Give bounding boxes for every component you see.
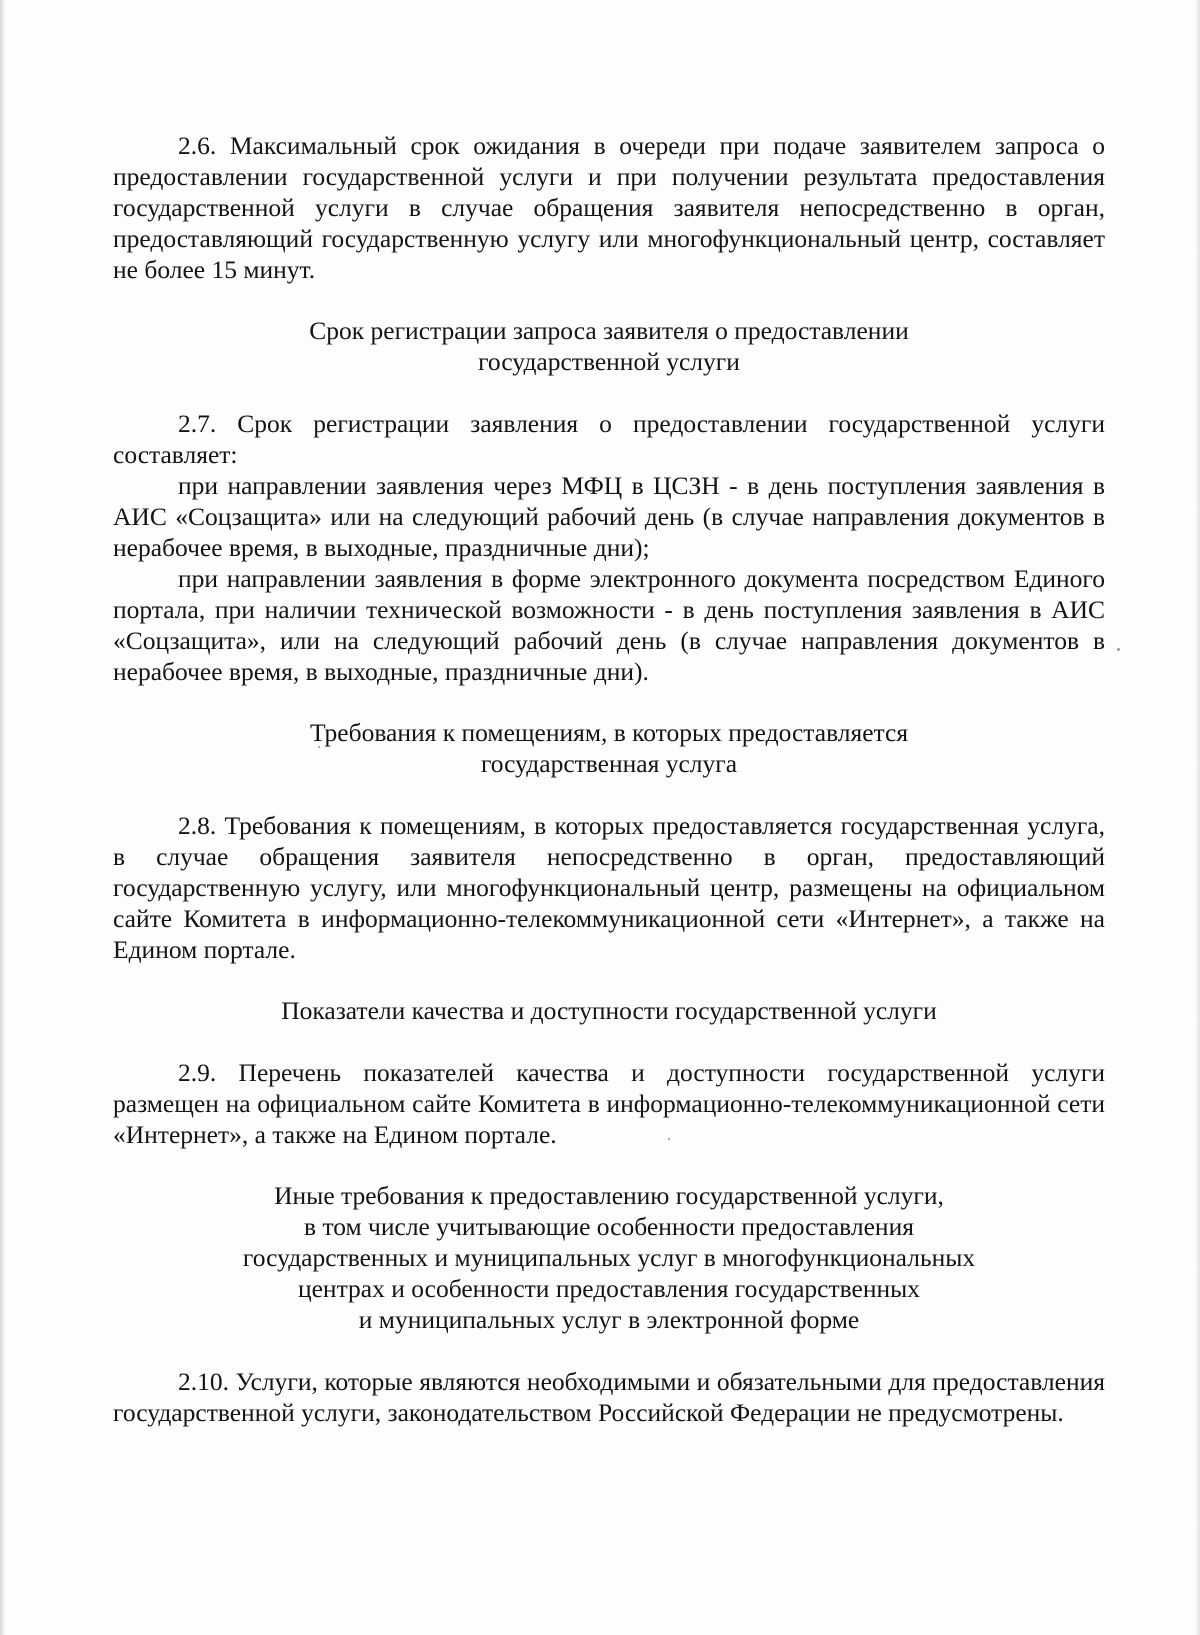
scan-speck xyxy=(1117,648,1120,651)
document-body xyxy=(113,130,1105,1428)
scan-shadow-left xyxy=(0,0,6,1635)
paragraph-2-6: 2.6. Максимальный срок ожидания в очереди при подаче заявителем запроса о предоставлении государственной услуги и при получении результата предоставления государственной услуги в случае обращения заявителя непосредственно в орган, предоставляющий государственную услугу или многофункциональный центр, составляет не более 15 минут. xyxy=(113,131,1105,284)
heading-line: Срок регистрации запроса заявителя о предоставлении xyxy=(309,316,909,345)
heading-line: центрах и особенности предоставления государственных xyxy=(297,1274,921,1303)
paragraph-2-7-mfc: при направлении заявления через МФЦ в ЦСЗН - в день поступления заявления в АИС «Соцзащита» или на следующий рабочий день (в случае направления документов в нерабочее время, в выходные, праздничные дни); xyxy=(113,471,1105,562)
heading-line: государственная услуга xyxy=(480,749,738,778)
paragraph-2-7-portal: при направлении заявления в форме электронного документа посредством Единого портала, при наличии технической возможности - в день поступления заявления в АИС «Соцзащита», или на следующий рабочий день (в случае направления документов в нерабочее время, в выходные, праздничные дни). xyxy=(113,564,1105,686)
heading-line: государственных и муниципальных услуг в многофункциональных xyxy=(242,1243,976,1272)
paragraph-2-9: 2.9. Перечень показателей качества и доступности государственной услуги размещен на официальном сайте Комитета в информационно-телекоммуникационной сети «Интернет», а также на Едином портале. xyxy=(113,1058,1105,1149)
paragraph-2-7: 2.7. Срок регистрации заявления о предоставлении государственной услуги составляет: xyxy=(113,409,1105,469)
heading-line: Требования к помещениям, в которых предоставляется xyxy=(309,718,909,747)
section-heading-quality xyxy=(113,995,1105,1026)
heading-line: Иные требования к предоставлению государственной услуги, xyxy=(274,1181,944,1210)
paragraph-2-10: 2.10. Услуги, которые являются необходимыми и обязательными для предоставления государственной услуги, законодательством Российской Федерации не предусмотрены. xyxy=(113,1367,1105,1427)
paragraph-2-8: 2.8. Требования к помещениям, в которых предоставляется государственная услуга, в случае обращения заявителя непосредственно в орган, предоставляющий государственную услугу, или многофункциональный центр, размещены на официальном сайте Комитета в информационно-телекоммуникационной сети «Интернет», а также на Едином портале. xyxy=(113,811,1105,964)
section-heading-other-requirements xyxy=(113,1180,1105,1335)
scan-shadow-right xyxy=(1195,0,1200,1635)
section-heading-premises xyxy=(113,717,1105,779)
heading-line: Показатели качества и доступности государственной услуги xyxy=(281,996,937,1025)
heading-line: государственной услуги xyxy=(478,347,740,376)
heading-line: в том числе учитывающие особенности предоставления xyxy=(304,1212,914,1241)
heading-line: и муниципальных услуг в электронной форме xyxy=(358,1305,860,1334)
section-heading-registration xyxy=(113,315,1105,377)
